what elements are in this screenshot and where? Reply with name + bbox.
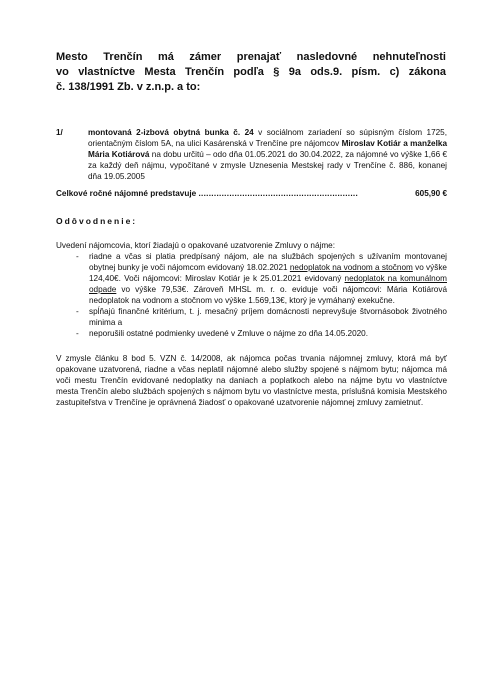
list-item [56, 251, 447, 306]
list-item [56, 306, 447, 328]
item-description [88, 127, 447, 182]
heading-line-2: vo vlastníctve Mesta Trenčín podľa § 9a ods.9. písm. c) zákona [56, 66, 446, 78]
list-item [56, 328, 447, 339]
bullet-1-text: riadne a včas si platia predpísaný nájom, ale na službách spojených s užívaním montovanej obytnej bunky je voči nájomcom evidovaný 18.02.2021 [89, 252, 447, 272]
heading-line-1: Mesto Trenčín má zámer prenajať nasledovné nehnuteľnosti [56, 51, 446, 63]
closing-paragraph: V zmysle článku 8 bod 5. VZN č. 14/2008, ak nájomca počas trvania nájomnej zmluvy, ktorá má byť opakovane uzatvorená, riadne a včas neplatil nájomné alebo služby spojené s nájmom bytu; nájomca má voči mestu Trenčín evidované nedoplatky na daniach a poplatkoch alebo na nájme bytu vo vlastníctve mesta Trenčín alebo službách spojených s nájmom bytu vo vlastníctve mesta, príslušná komisia Mestského zastupiteľstva v Trenčíne je oprávnená žiadosť o opakované uzatvorenie nájomnej zmluvy zamietnuť. [56, 354, 447, 407]
annual-rent-total [56, 188, 447, 199]
list-dash: - [76, 329, 79, 338]
item-number: 1/ [56, 128, 63, 137]
total-leader-dots: .............................................................. [198, 189, 359, 198]
section-title: Odôvodnenie: [56, 216, 138, 226]
property-item [56, 127, 447, 182]
intro-paragraph: Uvedení nájomcovia, ktorí žiadajú o opakované uzatvorenie Zmluvy o nájme: [56, 241, 335, 250]
bullet-1-underlined-2: nedoplatok na komunálnom odpade [89, 274, 447, 294]
item-text-2: na dobu určitú – odo dňa 01.05.2021 do 30.04.2022, za nájomné vo výške 1,66 € za každý deň nájmu, vypočítané v zmysle Uznesenia Mestskej rady v Trenčíne č. 886, konanej dňa 19.05.2005 [88, 150, 447, 181]
bullet-3-text: neporušili ostatné podmienky uvedené v Zmluve o nájme zo dňa 14.05.2020. [89, 329, 369, 338]
total-amount: 605,90 € [415, 189, 447, 198]
list-dash: - [76, 307, 79, 316]
bullet-2-text: spĺňajú finančné kritérium, t. j. mesačný príjem domácnosti neprevyšuje štvornásobok životného minima a [89, 307, 447, 327]
item-text-1: v sociálnom zariadení so súpisným číslom 1725, orientačným číslom 5A, na ulici Kasárenská v Trenčíne pre nájomcov [88, 128, 448, 148]
bullet-1-text-2: vo výške 124,40€. Voči nájomcovi: Miroslav Kotiár je k 25.01.2021 evidovaný [89, 263, 447, 283]
heading-line-3: č. 138/1991 Zb. v z.n.p. a to: [56, 81, 201, 93]
bullet-1-underlined-1: nedoplatok na vodnom a stočnom [289, 263, 413, 272]
item-tenants: Miroslav Kotiár a manželka Mária Kotiárová [88, 139, 447, 159]
total-label: Celkové ročné nájomné predstavuje [56, 189, 197, 198]
reason-list [56, 251, 447, 339]
item-title: montovaná 2-izbová obytná bunka č. 24 [88, 128, 254, 137]
document-heading [56, 50, 446, 95]
list-dash: - [76, 252, 79, 261]
bullet-1-text-3: vo výške 79,53€. Zároveň MHSL m. r. o. eviduje voči nájomcovi: Mária Kotiárová nedoplatok na vodnom a stočnom vo výške 1.569,13€, ktorý je vymáhaný exekučne. [89, 285, 447, 305]
